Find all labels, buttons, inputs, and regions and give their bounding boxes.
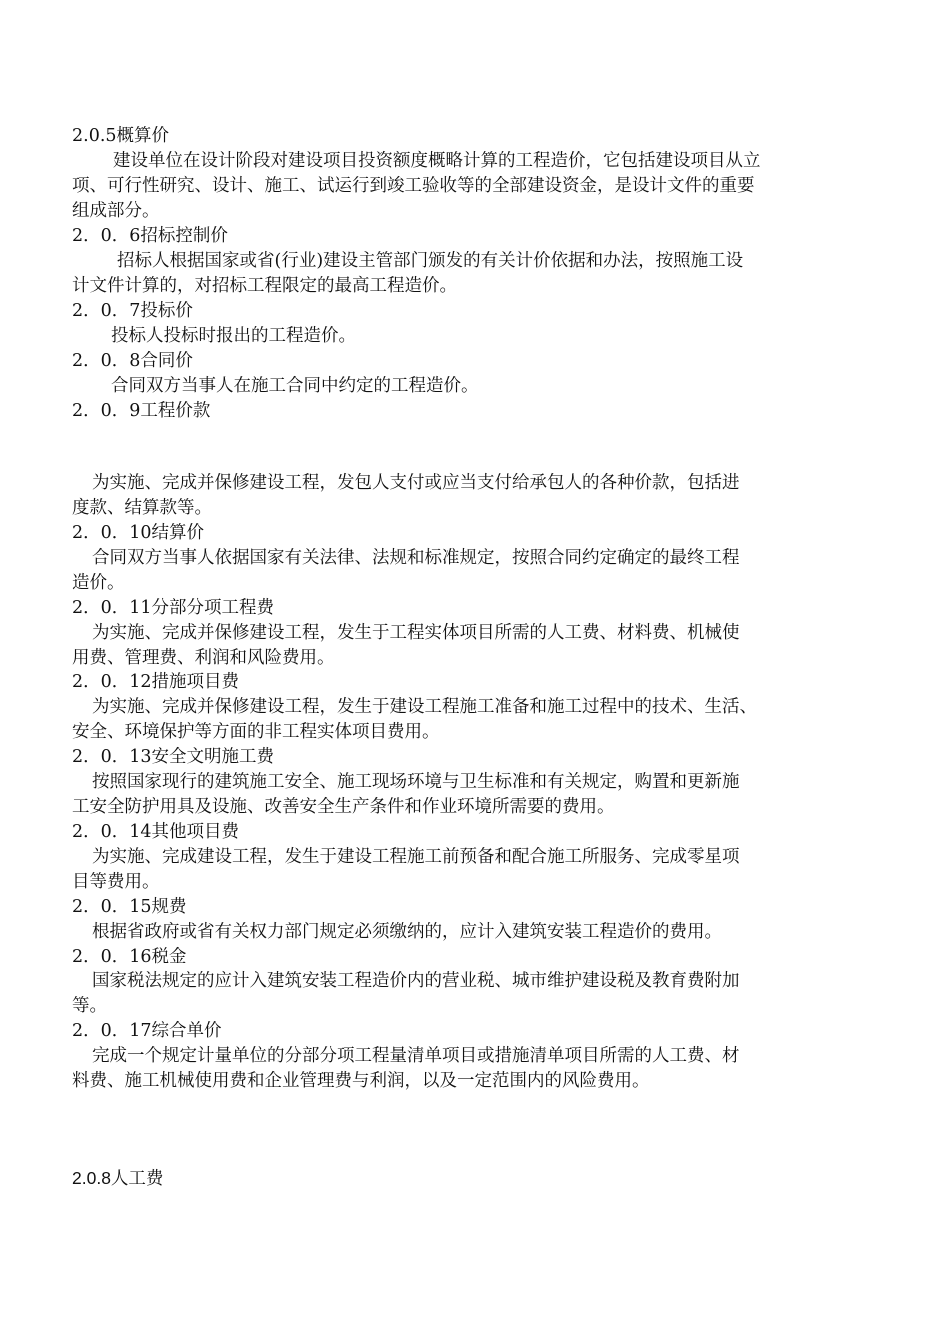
heading-2-0-6: 2．0．6招标控制价: [72, 226, 228, 246]
paragraph-line: 招标人根据国家或省(行业)建设主管部门颁发的有关计价依据和办法，按照施工设: [117, 251, 744, 271]
paragraph-line: 建设单位在设计阶段对建设项目投资额度概略计算的工程造价，它包括建设项目从立: [113, 151, 761, 171]
heading-2-0-10: 2．0．10结算价: [72, 523, 205, 543]
paragraph-line: 计文件计算的，对招标工程限定的最高工程造价。: [72, 276, 457, 296]
paragraph-line: 完成一个规定计量单位的分部分项工程量清单项目或措施清单项目所需的人工费、材: [92, 1046, 740, 1066]
paragraph-line: 目等费用。: [72, 872, 160, 892]
heading-2-0-5: 2.0.5概算价: [72, 126, 170, 146]
heading-2-0-8-labor-cost: 2.0.8人工费: [72, 1168, 164, 1188]
heading-2-0-12: 2．0．12措施项目费: [72, 672, 240, 692]
paragraph-line: 为实施、完成并保修建设工程，发生于建设工程施工准备和施工过程中的技术、生活、: [92, 697, 757, 717]
paragraph-line: 项、可行性研究、设计、施工、试运行到竣工验收等的全部建设资金，是设计文件的重要: [72, 176, 755, 196]
paragraph-line: 安全、环境保护等方面的非工程实体项目费用。: [72, 722, 440, 742]
heading-2-0-15: 2．0．15规费: [72, 897, 187, 917]
heading-2-0-17: 2．0．17综合单价: [72, 1021, 222, 1041]
paragraph-line: 为实施、完成并保修建设工程，发包人支付或应当支付给承包人的各种价款，包括进: [92, 473, 740, 493]
paragraph-line: 为实施、完成建设工程，发生于建设工程施工前预备和配合施工所服务、完成零星项: [92, 847, 740, 867]
heading-2-0-16: 2．0．16税金: [72, 947, 187, 967]
heading-2-0-14: 2．0．14其他项目费: [72, 822, 240, 842]
heading-2-0-9: 2．0．9工程价款: [72, 401, 211, 421]
paragraph-line: 造价。: [72, 573, 125, 593]
paragraph-line: 度款、结算款等。: [72, 498, 212, 518]
paragraph-line: 合同双方当事人依据国家有关法律、法规和标准规定，按照合同约定确定的最终工程: [92, 548, 740, 568]
paragraph-line: 用费、管理费、利润和风险费用。: [72, 648, 335, 668]
heading-2-0-8: 2．0．8合同价: [72, 351, 193, 371]
paragraph-line: 按照国家现行的建筑施工安全、施工现场环境与卫生标准和有关规定，购置和更新施: [92, 772, 740, 792]
paragraph-line: 为实施、完成并保修建设工程，发生于工程实体项目所需的人工费、材料费、机械使: [92, 623, 740, 643]
heading-2-0-7: 2．0．7投标价: [72, 301, 193, 321]
paragraph-line: 根据省政府或省有关权力部门规定必须缴纳的，应计入建筑安装工程造价的费用。: [92, 922, 722, 942]
paragraph-line: 组成部分。: [72, 201, 160, 221]
heading-2-0-11: 2．0．11分部分项工程费: [72, 598, 275, 618]
heading-2-0-13: 2．0．13安全文明施工费: [72, 747, 275, 767]
paragraph-line: 合同双方当事人在施工合同中约定的工程造价。: [111, 376, 479, 396]
paragraph-line: 国家税法规定的应计入建筑安装工程造价内的营业税、城市维护建设税及教育费附加: [92, 971, 740, 991]
paragraph-line: 料费、施工机械使用费和企业管理费与利润，以及一定范围内的风险费用。: [72, 1071, 650, 1091]
paragraph-line: 等。: [72, 996, 107, 1016]
paragraph-line: 投标人投标时报出的工程造价。: [111, 326, 356, 346]
paragraph-line: 工安全防护用具及设施、改善安全生产条件和作业环境所需要的费用。: [72, 797, 615, 817]
